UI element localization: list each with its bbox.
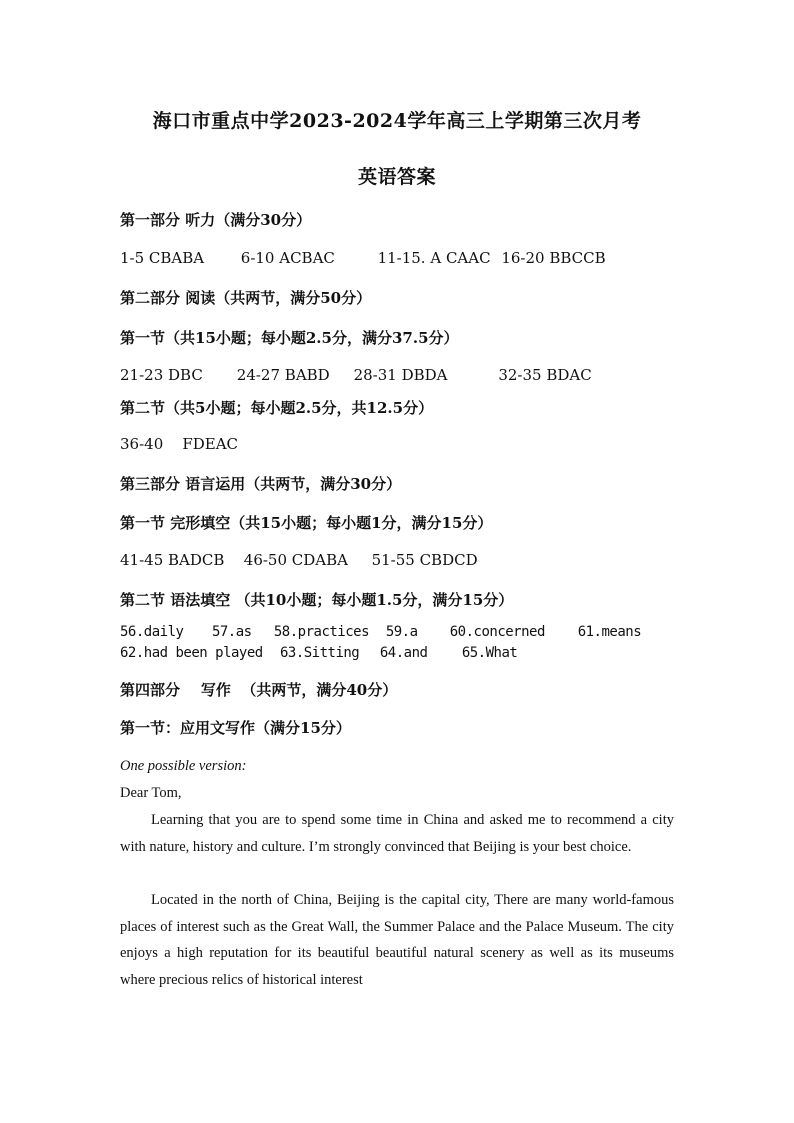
part2-section1-answers <box>120 366 592 384</box>
answer-item: 60.concerned <box>449 624 545 640</box>
part3-heading: 第三部分 语言运用（共两节，满分30分） <box>120 475 402 493</box>
letter-paragraph-1: Learning that you are to spend some time in China and asked me to recommend a city with nature, history and culture. I’m strongly convinced that Beijing is your best choice. <box>120 812 674 855</box>
answer-group: 1-5 CBABA <box>120 249 205 267</box>
part2-section2-heading: 第二节（共5小题；每小题2.5分，共12.5分） <box>120 399 434 417</box>
document-title: 海口市重点中学2023-2024学年高三上学期第三次月考 <box>152 110 642 132</box>
answer-group: 16-20 BBCCB <box>501 249 606 267</box>
answer-item: 65.What <box>461 645 518 661</box>
answer-group: 41-45 BADCB <box>120 551 225 569</box>
answer-item: 58.practices <box>273 624 370 640</box>
answer-item: 56.daily <box>120 624 184 640</box>
part1-answers <box>120 249 606 267</box>
letter-paragraph-2: Located in the north of China, Beijing is the capital city, There are many world-famous places of interest such as the Great Wall, the Summer Palace and the Palace Museum. The city enjoys a high reputation for its beautiful beautiful natural scenery as well as its museums where precious relics of historical interest <box>120 892 674 988</box>
part3-section2-heading: 第二节 语法填空 （共10小题；每小题1.5分，满分15分） <box>120 591 514 609</box>
answer-group: 51-55 CBDCD <box>371 551 478 569</box>
part1-heading: 第一部分 听力（满分30分） <box>120 211 312 229</box>
part4-section1-heading: 第一节：应用文写作（满分15分） <box>120 719 351 737</box>
part2-section2-answers <box>120 435 238 453</box>
letter-greeting: Dear Tom, <box>120 785 182 801</box>
answer-group: 46-50 CDABA <box>243 551 348 569</box>
part2-section1-heading: 第一节（共15小题；每小题2.5分，满分37.5分） <box>120 329 459 347</box>
part3-section2-answers-row2 <box>120 645 517 661</box>
part3-section2-answers-row1 <box>120 624 641 640</box>
answer-group: 28-31 DBDA <box>353 366 448 384</box>
answer-group: 11-15. A CAAC <box>377 249 491 267</box>
answer-item: 64.and <box>379 645 428 661</box>
part3-section1-heading: 第一节 完形填空（共15小题；每小题1分，满分15分） <box>120 514 493 532</box>
part2-heading: 第二部分 阅读（共两节，满分50分） <box>120 289 372 307</box>
answer-item: 61.means <box>577 624 642 640</box>
answer-item: 57.as <box>211 624 252 640</box>
part4-heading: 第四部分 写作 （共两节，满分40分） <box>120 681 398 699</box>
document-subtitle: 英语答案 <box>357 166 436 188</box>
answer-group: 24-27 BABD <box>236 366 330 384</box>
part3-section1-answers <box>120 551 478 569</box>
answer-item: 63.Sitting <box>279 645 360 661</box>
answer-item: 62.had been played <box>120 645 263 661</box>
answer-item: 59.a <box>385 624 418 640</box>
answer-group: 6-10 ACBAC <box>240 249 335 267</box>
answer-group: 32-35 BDAC <box>498 366 592 384</box>
sample-label: One possible version: <box>120 758 247 774</box>
answer-group: 36-40 FDEAC <box>120 435 239 453</box>
answer-group: 21-23 DBC <box>120 366 203 384</box>
